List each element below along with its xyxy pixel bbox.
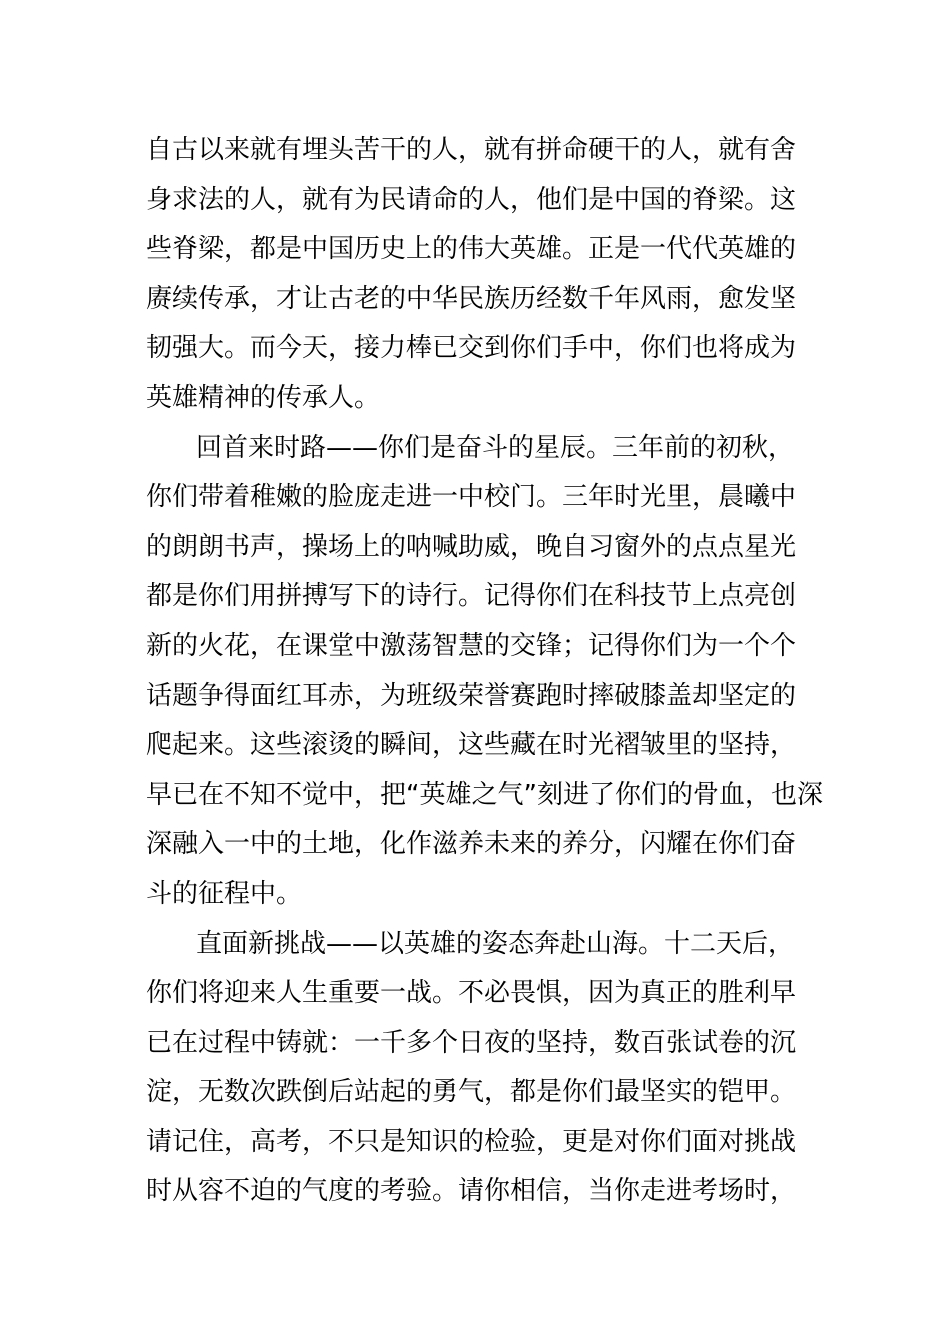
text-line: 爬起来。这些滚烫的瞬间，这些藏在时光褶皱里的坚持， <box>146 730 797 761</box>
text-line: 身求法的人，就有为民请命的人，他们是中国的脊梁。这 <box>146 184 797 215</box>
text-line: 你们将迎来人生重要一战。不必畏惧，因为真正的胜利早 <box>146 978 797 1009</box>
text-line: 时从容不迫的气度的考验。请你相信，当你走进考场时， <box>146 1176 797 1207</box>
text-line: 你们带着稚嫩的脸庞走进一中校门。三年时光里，晨曦中 <box>146 482 797 513</box>
body-text <box>146 126 823 1217</box>
text-line: 些脊梁，都是中国历史上的伟大英雄。正是一代代英雄的 <box>146 234 797 265</box>
text-line: 韧强大。而今天，接力棒已交到你们手中，你们也将成为 <box>146 333 797 364</box>
text-line: 请记住，高考，不只是知识的检验，更是对你们面对挑战 <box>146 1126 797 1157</box>
paragraph-start-line: 回首来时路——你们是奋斗的星辰。三年前的初秋， <box>196 432 795 463</box>
text-line: 已在过程中铸就：一千多个日夜的坚持，数百张试卷的沉 <box>146 1027 797 1058</box>
paragraph-start-line: 直面新挑战——以英雄的姿态奔赴山海。十二天后， <box>196 928 795 959</box>
text-line: 斗的征程中。 <box>146 878 303 909</box>
text-line: 新的火花，在课堂中激荡智慧的交锋；记得你们为一个个 <box>146 630 797 661</box>
text-line: 早已在不知不觉中，把“英雄之气”刻进了你们的骨血，也深 <box>146 779 823 810</box>
text-line: 深融入一中的土地，化作滋养未来的养分，闪耀在你们奋 <box>146 829 797 860</box>
text-line: 赓续传承，才让古老的中华民族历经数千年风雨，愈发坚 <box>146 283 797 314</box>
text-line: 话题争得面红耳赤，为班级荣誉赛跑时摔破膝盖却坚定的 <box>146 680 797 711</box>
text-line: 的朗朗书声，操场上的呐喊助威，晚自习窗外的点点星光 <box>146 531 797 562</box>
text-line: 英雄精神的传承人。 <box>146 382 381 413</box>
text-line: 自古以来就有埋头苦干的人，就有拼命硬干的人，就有舍 <box>146 135 797 165</box>
text-line: 都是你们用拼搏写下的诗行。记得你们在科技节上点亮创 <box>146 581 797 612</box>
text-line: 淀，无数次跌倒后站起的勇气，都是你们最坚实的铠甲。 <box>146 1077 797 1108</box>
